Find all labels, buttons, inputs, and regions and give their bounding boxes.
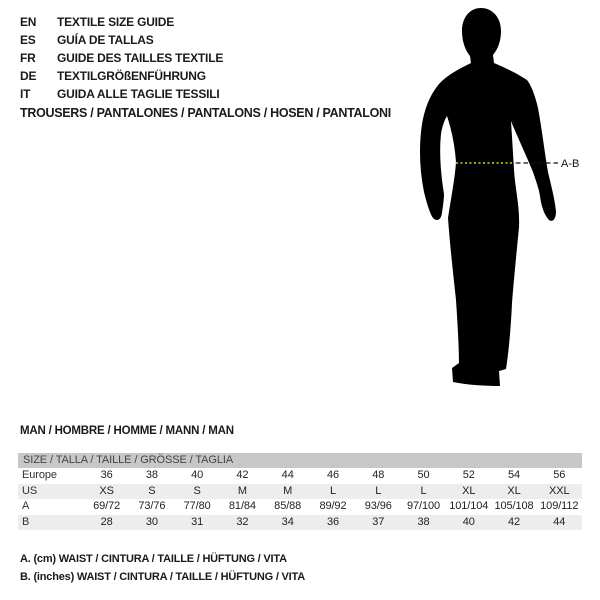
table-cell: 40 — [191, 469, 204, 481]
table-cell: 73/76 — [138, 500, 166, 512]
row-label: A — [22, 500, 30, 512]
language-label: GUIDE DES TAILLES TEXTILE — [57, 51, 224, 65]
language-list — [20, 13, 223, 103]
table-cell: 48 — [372, 469, 385, 481]
table-cell: 38 — [417, 515, 430, 528]
language-label: TEXTILGRÖßENFÜHRUNG — [57, 69, 206, 83]
table-cell: 42 — [508, 515, 521, 528]
table-cell: 81/84 — [228, 500, 256, 512]
table-cell: 77/80 — [183, 500, 211, 512]
measurement-label: A-B — [561, 158, 580, 170]
table-cell: XXL — [549, 484, 570, 497]
language-code: EN — [20, 15, 37, 29]
table-cell: L — [420, 484, 427, 497]
table-cell: 54 — [508, 469, 521, 481]
table-cell: 46 — [326, 469, 339, 481]
category-heading: TROUSERS / PANTALONES / PANTALONS / HOSEN / PANTALONI — [20, 106, 391, 120]
table-cell: 44 — [553, 515, 566, 528]
table-cell: 40 — [462, 515, 475, 528]
man-silhouette — [420, 8, 556, 386]
table-cell: 28 — [100, 515, 113, 528]
table-cell: 37 — [372, 515, 385, 528]
size-table-body — [18, 468, 582, 530]
table-cell: 30 — [145, 515, 158, 528]
size-guide-figure — [410, 0, 600, 400]
language-row — [20, 31, 223, 49]
language-code: FR — [20, 51, 36, 65]
table-cell: 38 — [145, 469, 158, 481]
table-cell: L — [375, 484, 382, 497]
table-cell: 52 — [462, 469, 475, 481]
language-row — [20, 13, 223, 31]
table-cell: 69/72 — [93, 500, 121, 512]
language-code: IT — [20, 87, 31, 101]
row-label: US — [22, 484, 38, 497]
table-cell: S — [193, 484, 201, 497]
language-code: DE — [20, 69, 37, 83]
figure-wrap — [410, 0, 600, 400]
table-cell: 44 — [281, 469, 294, 481]
row-label: Europe — [22, 469, 57, 481]
table-cell: XL — [507, 484, 521, 497]
gender-heading: MAN / HOMBRE / HOMME / MANN / MAN — [20, 425, 234, 437]
table-cell: XL — [462, 484, 476, 497]
table-cell: L — [329, 484, 336, 497]
language-label: TEXTILE SIZE GUIDE — [57, 15, 175, 29]
table-cell: M — [237, 484, 247, 497]
language-row — [20, 49, 223, 67]
table-cell: 97/100 — [406, 500, 441, 512]
table-cell: XS — [99, 484, 114, 497]
table-cell: 105/108 — [494, 500, 534, 512]
table-cell: 101/104 — [449, 500, 489, 512]
table-cell: 36 — [326, 515, 339, 528]
measurement-note: B. (inches) WAIST / CINTURA / TAILLE / HÜFTUNG / VITA — [20, 570, 305, 583]
measurement-notes — [20, 551, 305, 586]
table-row — [18, 499, 582, 515]
measurement-note: A. (cm) WAIST / CINTURA / TAILLE / HÜFTUNG / VITA — [20, 553, 287, 565]
table-row — [18, 468, 582, 484]
row-label: B — [22, 515, 30, 528]
table-cell: 42 — [236, 469, 249, 481]
table-cell: 36 — [100, 469, 113, 481]
table-cell: 89/92 — [319, 500, 347, 512]
language-row — [20, 67, 223, 85]
table-cell: 93/96 — [364, 500, 392, 512]
language-row — [20, 85, 223, 103]
table-cell: 56 — [553, 469, 566, 481]
language-code: ES — [20, 33, 36, 47]
table-row — [18, 515, 582, 531]
table-cell: 31 — [191, 515, 204, 528]
language-label: GUÍA DE TALLAS — [57, 33, 154, 47]
table-cell: 109/112 — [540, 500, 579, 512]
size-table — [18, 453, 582, 530]
table-cell: 34 — [281, 515, 294, 528]
table-cell: M — [283, 484, 293, 497]
table-cell: 85/88 — [274, 500, 302, 512]
language-label: GUIDA ALLE TAGLIE TESSILI — [57, 87, 220, 101]
table-cell: S — [148, 484, 156, 497]
size-table-header: SIZE / TALLA / TAILLE / GRÖSSE / TAGLIA — [18, 453, 582, 468]
table-row — [18, 484, 582, 500]
table-cell: 32 — [236, 515, 249, 528]
table-cell: 50 — [417, 469, 430, 481]
